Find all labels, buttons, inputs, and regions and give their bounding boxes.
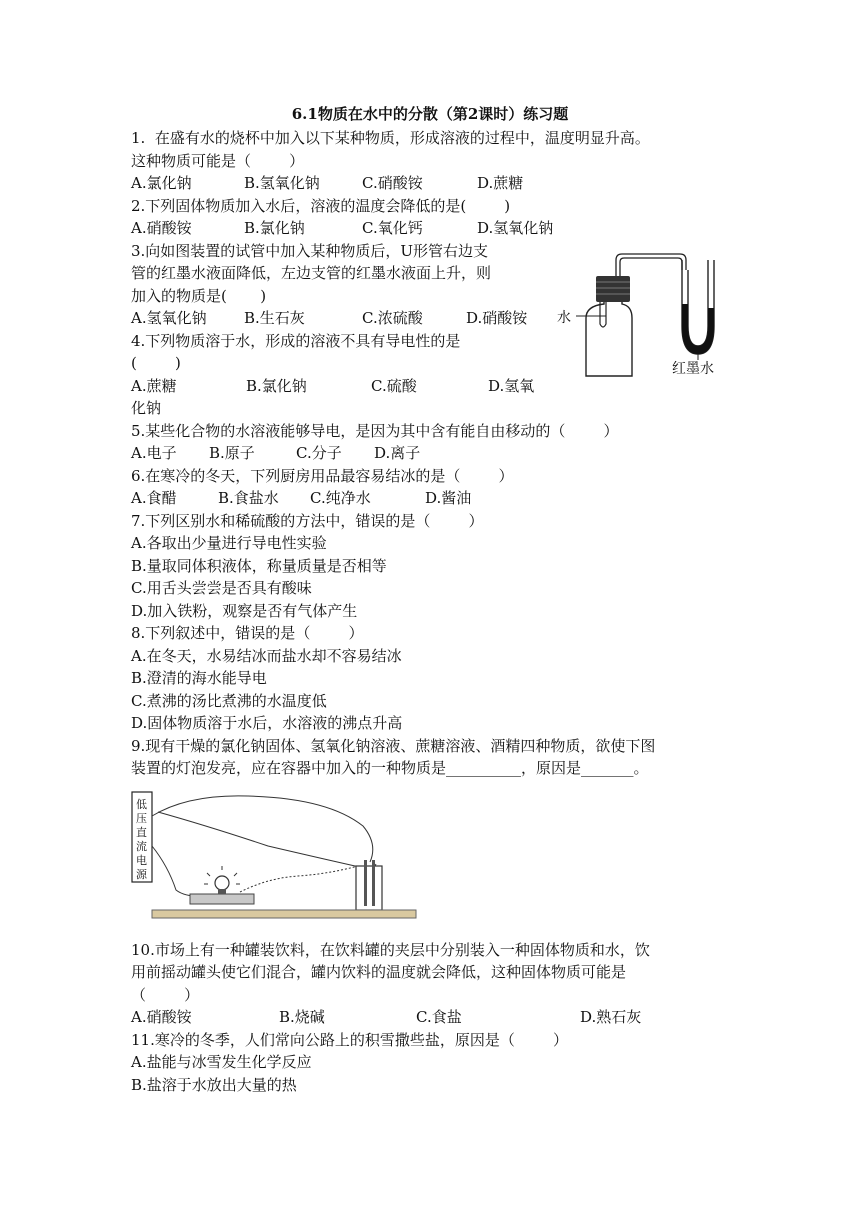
q3-option-b: B.生石灰 xyxy=(244,309,305,327)
q5-option-c: C.分子 xyxy=(296,444,342,462)
q4-option-a: A.蔗糖 xyxy=(131,377,177,395)
svg-text:电: 电 xyxy=(136,854,147,867)
q10-option-b: B.烧碱 xyxy=(279,1008,325,1026)
q10-stem-line1: 10.市场上有一种罐装饮料，在饮料罐的夹层中分别装入一种固体物质和水，饮 xyxy=(131,941,650,959)
q11-option-a: A.盐能与冰雪发生化学反应 xyxy=(131,1053,312,1071)
q7-option-d: D.加入铁粉，观察是否有气体产生 xyxy=(131,602,358,620)
q6-option-d: D.酱油 xyxy=(425,489,472,507)
q11-option-b: B.盐溶于水放出大量的热 xyxy=(131,1076,297,1094)
q5-option-a: A.电子 xyxy=(131,444,177,462)
q2-option-a: A.硝酸铵 xyxy=(131,219,192,237)
q1-option-d: D.蔗糖 xyxy=(477,174,524,192)
q2-option-d: D.氢氧化钠 xyxy=(477,219,554,237)
q5-stem: 5.某些化合物的水溶液能够导电，是因为其中含有能自由移动的（ ） xyxy=(131,422,619,440)
q8-option-c: C.煮沸的汤比煮沸的水温度低 xyxy=(131,692,327,710)
q1-option-b: B.氢氧化钠 xyxy=(244,174,320,192)
q2-option-c: C.氧化钙 xyxy=(362,219,423,237)
q6-option-c: C.纯净水 xyxy=(310,489,371,507)
q7-option-c: C.用舌头尝尝是否具有酸味 xyxy=(131,579,312,597)
wire-top xyxy=(152,796,373,862)
svg-text:直: 直 xyxy=(136,826,147,839)
q10-option-d: D.熟石灰 xyxy=(580,1008,642,1026)
svg-text:流: 流 xyxy=(136,840,147,853)
q1-stem-line1: 1. 在盛有水的烧杯中加入以下某种物质，形成溶液的过程中，温度明显升高。 xyxy=(131,129,650,147)
red-ink-label: 红墨水 xyxy=(672,361,714,377)
wire-middle xyxy=(158,812,376,869)
q2-stem: 2.下列固体物质加入水后，溶液的温度会降低的是( ) xyxy=(131,197,511,215)
q3-stem-line1: 3.向如图装置的试管中加入某种物质后，U形管右边支 xyxy=(131,242,488,260)
beaker xyxy=(356,866,382,910)
q11-stem: 11.寒冷的冬季，人们常向公路上的积雪撒些盐，原因是（ ） xyxy=(131,1031,569,1049)
q5-option-b: B.原子 xyxy=(209,444,255,462)
q8-option-d: D.固体物质溶于水后，水溶液的沸点升高 xyxy=(131,714,403,732)
q8-stem: 8.下列叙述中，错误的是（ ） xyxy=(131,624,364,642)
q7-option-b: B.量取同体积液体，称量质量是否相等 xyxy=(131,557,387,575)
q6-option-a: A.食醋 xyxy=(131,489,177,507)
inner-test-tube xyxy=(600,302,606,327)
q9-stem-line2: 装置的灯泡发亮，应在容器中加入的一种物质是__________，原因是_______。 xyxy=(131,759,649,777)
q3-apparatus-figure xyxy=(552,246,742,386)
red-ink-liquid xyxy=(682,304,714,354)
q9-circuit-figure xyxy=(128,786,418,926)
delivery-tube xyxy=(616,254,686,276)
base-board xyxy=(190,894,254,904)
q7-stem: 7.下列区别水和稀硫酸的方法中，错误的是（ ） xyxy=(131,512,484,530)
wire-bottom xyxy=(152,846,210,896)
svg-text:源: 源 xyxy=(136,868,147,881)
q9-stem-line1: 9.现有干燥的氯化钠固体、氢氧化钠溶液、蔗糖溶液、酒精四种物质，欲使下图 xyxy=(131,737,656,755)
q1-option-a: A.氯化钠 xyxy=(131,174,192,192)
table-surface xyxy=(152,910,416,918)
q3-stem-line3: 加入的物质是( ) xyxy=(131,287,267,305)
q10-option-c: C.食盐 xyxy=(416,1008,462,1026)
q5-option-d: D.离子 xyxy=(374,444,421,462)
q4-option-c: C.硫酸 xyxy=(371,377,417,395)
q3-option-a: A.氢氧化钠 xyxy=(131,309,207,327)
rubber-stopper xyxy=(596,276,630,302)
q6-option-b: B.食盐水 xyxy=(218,489,279,507)
q4-option-d: D.氢氧 xyxy=(488,377,535,395)
q10-stem-line3: （ ） xyxy=(131,986,200,1004)
electrode-right xyxy=(372,860,375,906)
q4-stem-line2: ( ) xyxy=(131,354,181,372)
q10-stem-line2: 用前摇动罐头使它们混合，罐内饮料的温度就会降低，这种固体物质可能是 xyxy=(131,963,627,981)
q3-option-d: D.硝酸铵 xyxy=(466,309,528,327)
q2-option-b: B.氯化钠 xyxy=(244,219,305,237)
q6-stem: 6.在寒冷的冬天，下列厨房用品最容易结冰的是（ ） xyxy=(131,467,514,485)
q8-option-b: B.澄清的海水能导电 xyxy=(131,669,267,687)
worksheet-title: 6.1物质在水中的分散（第2课时）练习题 xyxy=(291,105,569,123)
q7-option-a: A.各取出少量进行导电性实验 xyxy=(131,534,327,552)
svg-text:压: 压 xyxy=(136,812,147,825)
flask-body xyxy=(586,298,632,376)
q3-stem-line2: 管的红墨水液面降低，左边支管的红墨水液面上升，则 xyxy=(131,264,492,282)
q4-option-d-wrap: 化钠 xyxy=(131,399,162,417)
q3-option-c: C.浓硫酸 xyxy=(362,309,423,327)
q1-option-c: C.硝酸铵 xyxy=(362,174,423,192)
q10-option-a: A.硝酸铵 xyxy=(131,1008,192,1026)
light-bulb xyxy=(215,876,229,890)
svg-text:低: 低 xyxy=(136,798,147,811)
electrode-left xyxy=(364,860,367,906)
q1-stem-line2: 这种物质可能是（ ） xyxy=(131,152,305,170)
water-label: 水 xyxy=(557,310,571,326)
q4-option-b: B.氯化钠 xyxy=(246,377,307,395)
q4-stem-line1: 4.下列物质溶于水，形成的溶液不具有导电性的是 xyxy=(131,332,461,350)
q8-option-a: A.在冬天，水易结冰而盐水却不容易结冰 xyxy=(131,647,402,665)
